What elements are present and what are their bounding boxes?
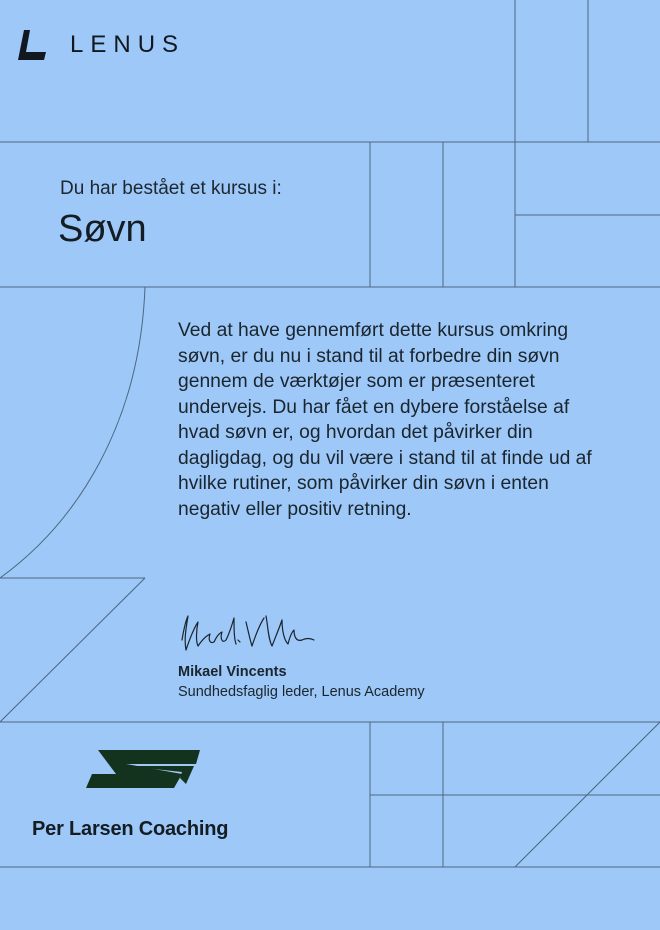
- certificate-body-text: Ved at have gennemført dette kursus omkring søvn, er du nu i stand til at forbedre din søvn gennem de værktøjer som er præsenteret undervejs. Du har fået en dybere forståelse af hvad søvn er, og hvordan det påvirker din dagligdag, og du vil være i stand til at finde ud af hvilke rutiner, som påvirker din søvn i enten negativ eller positiv retning.: [178, 320, 592, 520]
- lenus-l-icon: [18, 28, 48, 62]
- certificate-body: [178, 318, 608, 522]
- certificate-intro: Du har bestået et kursus i:: [60, 178, 282, 199]
- signer-name: Mikael Vincents: [178, 664, 287, 680]
- partner-logo-icon: [86, 748, 206, 792]
- partner-name: Per Larsen Coaching: [32, 818, 229, 840]
- course-title: Søvn: [58, 208, 147, 250]
- brand-logo: [18, 28, 185, 62]
- brand-name: LENUS: [70, 31, 186, 58]
- handwritten-signature: [176, 610, 316, 660]
- signer-role: Sundhedsfaglig leder, Lenus Academy: [178, 684, 425, 700]
